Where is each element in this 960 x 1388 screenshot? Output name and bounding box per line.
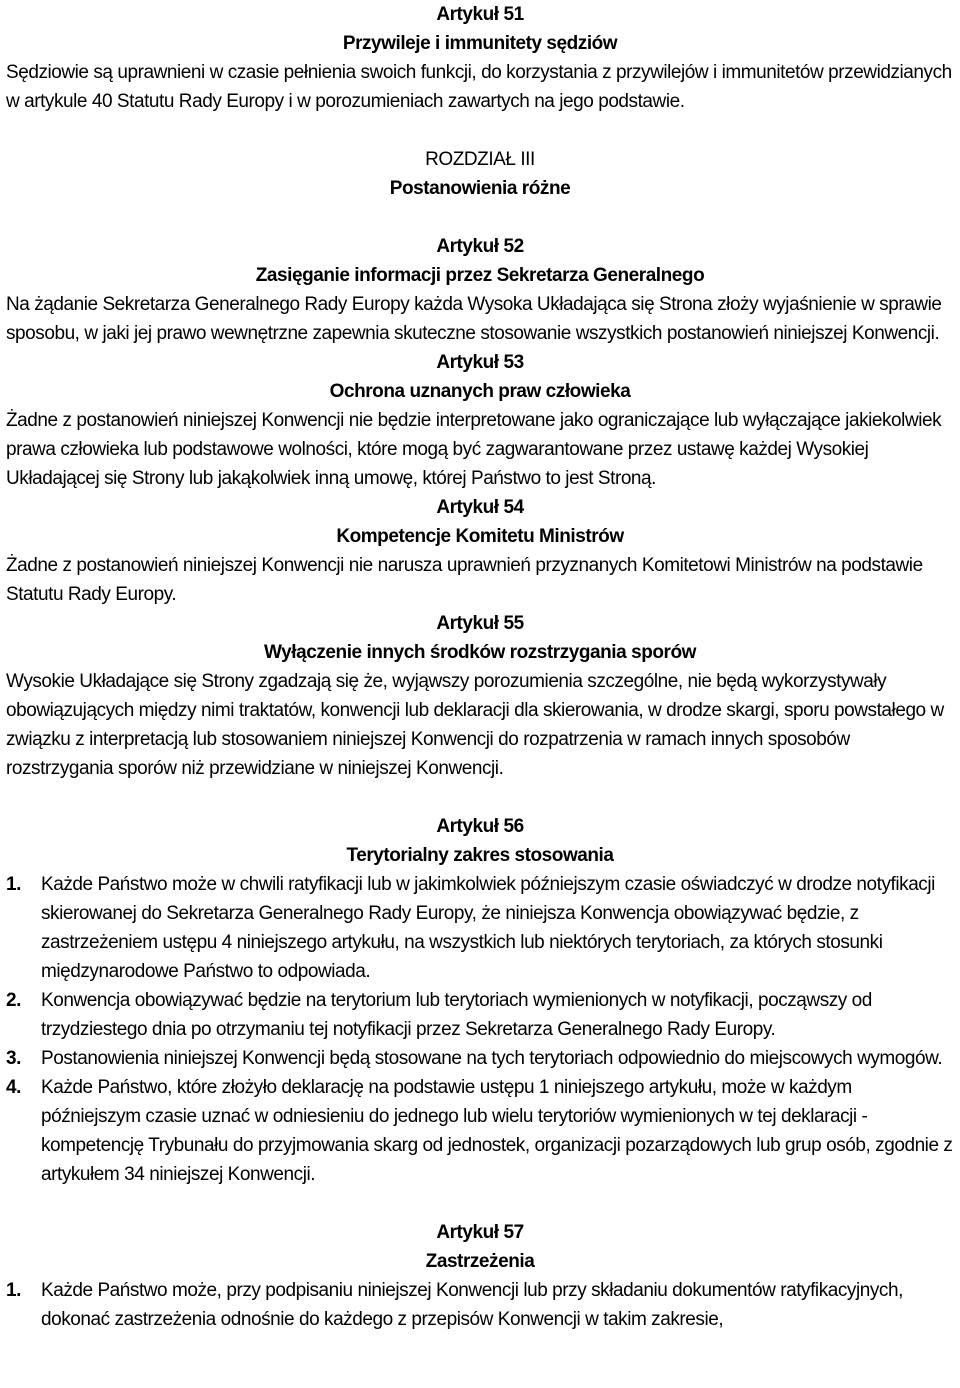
- item-number: 2.: [6, 990, 21, 1011]
- item-text: Każde Państwo, które złożyło deklarację na podstawie ustępu 1 niniejszego artykułu, może w każdym późniejszym czasie uznać w odniesieniu do jednego lub wielu terytoriów wymienionych w tej deklaracji - kompetencję Trybunału do przyjmowania skarg od jednostek, organizacji pozarządowych lub grup osób, zgodnie z artykułem 34 niniejszej Konwencji.: [41, 1077, 953, 1185]
- article-54-number: Artykuł 54: [436, 497, 524, 518]
- item-number: 3.: [6, 1048, 21, 1069]
- article-55: [6, 609, 954, 783]
- article-54: [6, 493, 954, 609]
- article-56-title: Terytorialny zakres stosowania: [346, 845, 614, 866]
- list-item: [6, 1276, 954, 1334]
- list-item: [6, 1044, 954, 1073]
- article-57-list: [6, 1276, 954, 1334]
- article-55-title: Wyłączenie innych środków rozstrzygania sporów: [264, 642, 696, 663]
- list-item: [6, 1073, 954, 1189]
- article-57: [6, 1218, 954, 1334]
- spacer: [6, 203, 954, 232]
- spacer: [6, 116, 954, 145]
- article-56: [6, 812, 954, 1189]
- article-51-title: Przywileje i immunitety sędziów: [342, 33, 618, 54]
- article-57-number: Artykuł 57: [436, 1222, 524, 1243]
- article-53: [6, 348, 954, 493]
- article-52: [6, 232, 954, 348]
- item-number: 1.: [6, 1280, 21, 1301]
- article-55-number: Artykuł 55: [436, 613, 524, 634]
- article-51-number: Artykuł 51: [436, 4, 524, 25]
- article-52-number: Artykuł 52: [436, 236, 524, 257]
- list-item: [6, 986, 954, 1044]
- item-text: Każde Państwo może, przy podpisaniu niniejszej Konwencji lub przy składaniu dokumentów ratyfikacyjnych, dokonać zastrzeżenia odnośnie do każdego z przepisów Konwencji w takim zakresie,: [41, 1280, 903, 1330]
- article-57-title: Zastrzeżenia: [425, 1251, 535, 1272]
- article-51-body: Sędziowie są uprawnieni w czasie pełnienia swoich funkcji, do korzystania z przywilejów i immunitetów przewidzianych w artykule 40 Statutu Rady Europy i w porozumieniach zawartych na jego podstawie.: [6, 62, 952, 112]
- spacer: [6, 1189, 954, 1218]
- item-text: Każde Państwo może w chwili ratyfikacji lub w jakimkolwiek późniejszym czasie oświadczyć w drodze notyfikacji skierowanej do Sekretarza Generalnego Rady Europy, że niniejsza Konwencja obowiązywać będzie, z zastrzeżeniem ustępu 4 niniejszego artykułu, na wszystkich lub niektórych terytoriach, za których stosunki międzynarodowe Państwo to odpowiada.: [41, 874, 935, 982]
- article-53-body: Żadne z postanowień niniejszej Konwencji nie będzie interpretowane jako ograniczające lub wyłączające jakiekolwiek prawa człowieka lub podstawowe wolności, które mogą być zagwarantowane przez ustawę każdej Wysokiej Układającej się Strony lub jakąkolwiek inną umowę, której Państwo to jest Stroną.: [6, 410, 942, 489]
- chapter-title: Postanowienia różne: [389, 178, 571, 199]
- article-56-list: [6, 870, 954, 1189]
- item-text: Konwencja obowiązywać będzie na terytorium lub terytoriach wymienionych w notyfikacji, począwszy od trzydziestego dnia po otrzymaniu tej notyfikacji przez Sekretarza Generalnego Rady Europy.: [41, 990, 872, 1040]
- item-text: Postanowienia niniejszej Konwencji będą stosowane na tych terytoriach odpowiednio do miejscowych wymogów.: [41, 1048, 943, 1069]
- article-56-number: Artykuł 56: [436, 816, 524, 837]
- article-51: [6, 0, 954, 116]
- article-53-title: Ochrona uznanych praw człowieka: [329, 381, 631, 402]
- chapter-label: ROZDZIAŁ III: [425, 149, 535, 170]
- chapter-heading: [6, 145, 954, 203]
- article-55-body: Wysokie Układające się Strony zgadzają się że, wyjąwszy porozumienia szczególne, nie będą wykorzystywały obowiązujących między nimi traktatów, konwencji lub deklaracji dla skierowania, w drodze skargi, sporu powstałego w związku z interpretacją lub stosowaniem niniejszej Konwencji do rozpatrzenia w ramach innych sposobów rozstrzygania sporów niż przewidziane w niniejszej Konwencji.: [6, 671, 944, 779]
- list-item: [6, 870, 954, 986]
- article-54-body: Żadne z postanowień niniejszej Konwencji nie narusza uprawnień przyznanych Komitetowi Ministrów na podstawie Statutu Rady Europy.: [6, 555, 923, 605]
- article-53-number: Artykuł 53: [436, 352, 524, 373]
- article-52-title: Zasięganie informacji przez Sekretarza Generalnego: [255, 265, 705, 286]
- article-54-title: Kompetencje Komitetu Ministrów: [336, 526, 624, 547]
- item-number: 1.: [6, 874, 21, 895]
- article-52-body: Na żądanie Sekretarza Generalnego Rady Europy każda Wysoka Układająca się Strona złoży wyjaśnienie w sprawie sposobu, w jaki jej prawo wewnętrzne zapewnia skuteczne stosowanie wszystkich postanowień niniejszej Konwencji.: [6, 294, 942, 344]
- spacer: [6, 783, 954, 812]
- item-number: 4.: [6, 1077, 21, 1098]
